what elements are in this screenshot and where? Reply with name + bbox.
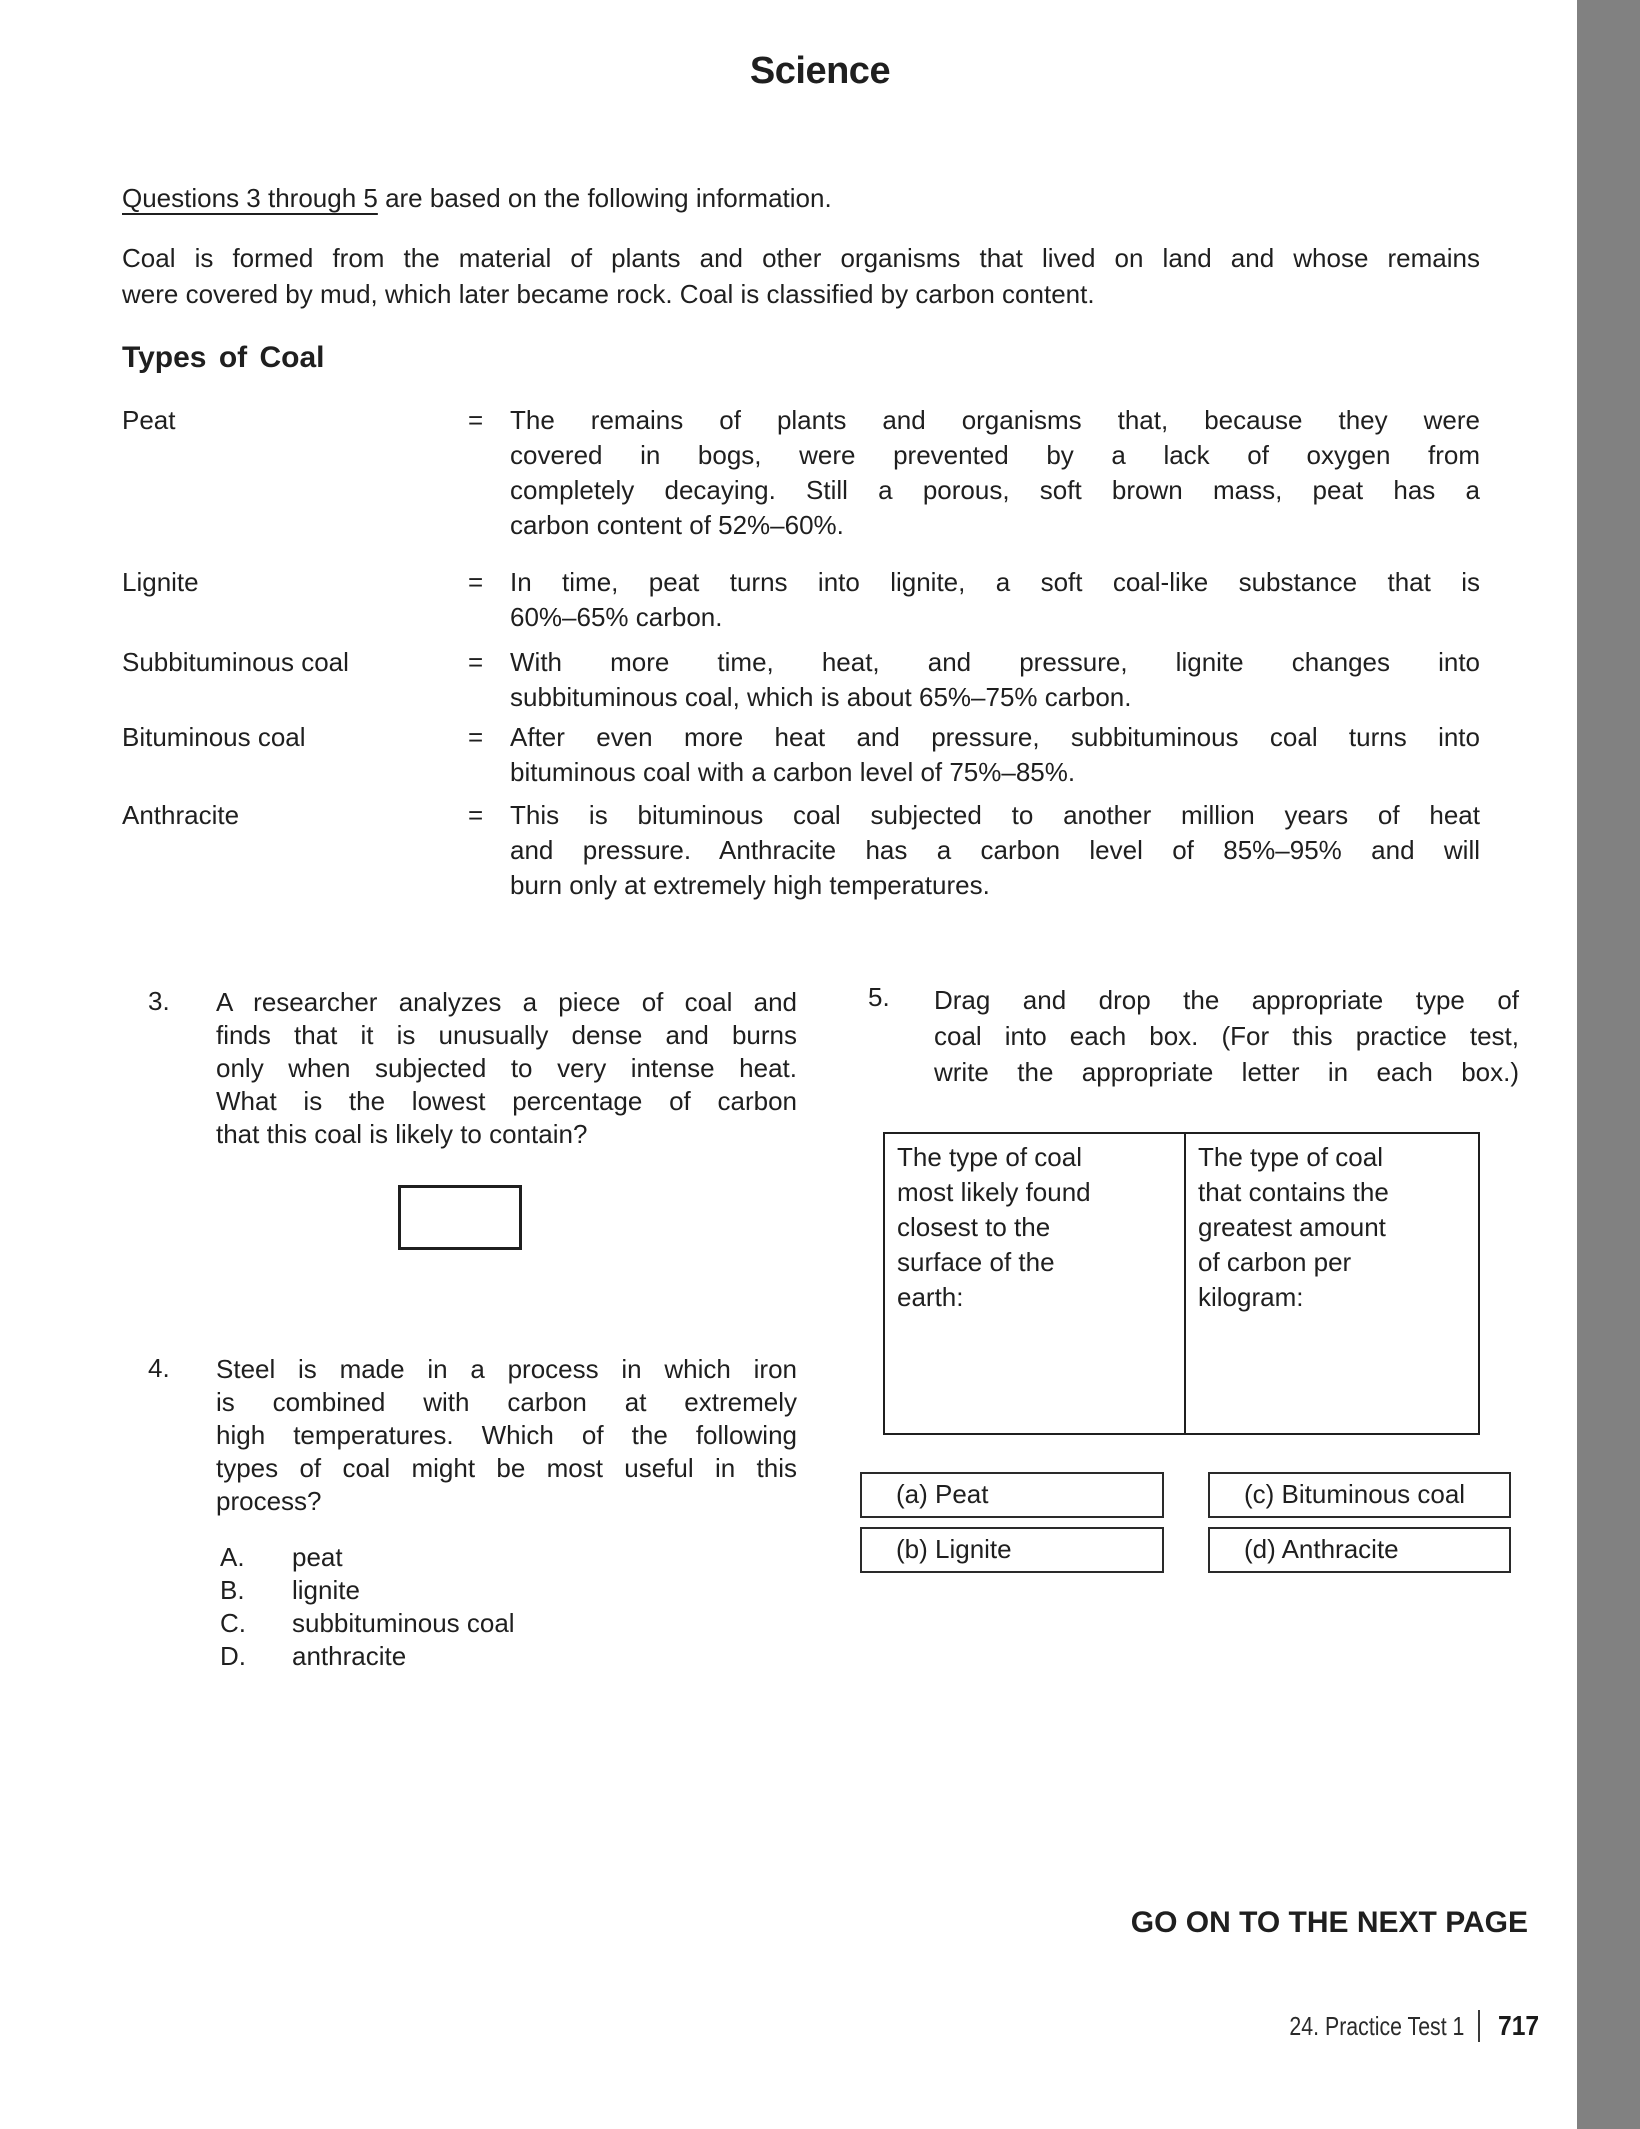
definition-term: Anthracite [122, 800, 240, 830]
definition-row-subbituminous [122, 645, 1480, 715]
question-5-text: Drag and drop the appropriate type of coal into each box. (For this practice test, write the appropriate letter in each box.) [934, 985, 1519, 1087]
option-text: peat [292, 1542, 343, 1572]
option-text: subbituminous coal [292, 1608, 515, 1638]
definition-row-anthracite [122, 798, 1480, 903]
question-3-answer-box[interactable] [398, 1185, 522, 1250]
definition-row-peat [122, 403, 1480, 543]
option-a[interactable] [220, 1541, 515, 1574]
types-of-coal-heading: Types of Coal [122, 341, 325, 374]
option-c[interactable] [220, 1607, 515, 1640]
option-d[interactable] [220, 1640, 515, 1673]
footer-chapter-label: 24. Practice Test 1 [1289, 2010, 1465, 2041]
definition-term: Bituminous coal [122, 722, 306, 752]
definition-text: After even more heat and pressure, subbituminous coal turns into bituminous coal with a carbon level of 75%–85%. [510, 722, 1480, 787]
choice-chip-bituminous[interactable]: (c) Bituminous coal [1208, 1472, 1511, 1518]
option-letter: A. [220, 1542, 245, 1572]
page-edge-bar [1577, 0, 1640, 2129]
questions-intro-rest: are based on the following information. [377, 183, 832, 213]
questions-intro [122, 183, 832, 214]
choice-chip-lignite[interactable]: (b) Lignite [860, 1527, 1164, 1573]
question-5-number: 5. [868, 982, 890, 1012]
definition-term: Lignite [122, 567, 199, 597]
definition-text: With more time, heat, and pressure, lignite changes into subbituminous coal, which is about 65%–75% carbon. [510, 647, 1480, 712]
question-3-text: A researcher analyzes a piece of coal and finds that it is unusually dense and burns only when subjected to very intense heat. What is the lowest percentage of carbon that this coal is likely to contain? [216, 987, 797, 1149]
equals-sign: = [468, 800, 484, 830]
choice-chip-peat[interactable]: (a) Peat [860, 1472, 1164, 1518]
definition-text: The remains of plants and organisms that, because they were covered in bogs, were prevented by a lack of oxygen from completely decaying. Still a porous, soft brown mass, peat has a carbon content of 52%–60%. [510, 405, 1480, 540]
option-text: lignite [292, 1575, 360, 1605]
definition-row-bituminous [122, 720, 1480, 790]
definition-term: Subbituminous coal [122, 647, 349, 677]
definition-text: This is bituminous coal subjected to another million years of heat and pressure. Anthracite has a carbon level of 85%–95% and will burn only at extremely high temperatures. [510, 800, 1480, 900]
option-text: anthracite [292, 1641, 407, 1671]
definition-text: In time, peat turns into lignite, a soft coal-like substance that is 60%–65% carbon. [510, 567, 1480, 632]
page-footer [1251, 2010, 1545, 2042]
questions-range: Questions 3 through 5 [122, 183, 378, 213]
footer-page-number: 717 [1498, 2010, 1540, 2041]
equals-sign: = [468, 567, 484, 597]
equals-sign: = [468, 722, 484, 752]
equals-sign: = [468, 405, 484, 435]
passage-paragraph: Coal is formed from the material of plants and other organisms that lived on land and whose remains were covered by mud, which later became rock. Coal is classified by carbon content. [122, 243, 1480, 309]
definition-term: Peat [122, 405, 176, 435]
drop-box-closest-to-surface[interactable]: The type of coal most likely found closest to the surface of the earth: [885, 1134, 1186, 1433]
question-4-number: 4. [148, 1353, 170, 1383]
choice-chip-anthracite[interactable]: (d) Anthracite [1208, 1527, 1511, 1573]
section-title: Science [749, 50, 891, 92]
go-on-next-page-label: GO ON TO THE NEXT PAGE [1130, 1906, 1528, 1939]
option-letter: C. [220, 1608, 246, 1638]
option-b[interactable] [220, 1574, 515, 1607]
drag-drop-table [883, 1132, 1480, 1435]
question-4-text: Steel is made in a process in which iron is combined with carbon at extremely high temperatures. Which of the following types of coal might be most useful in this process? [216, 1354, 797, 1516]
equals-sign: = [468, 647, 484, 677]
drop-box-greatest-carbon[interactable]: The type of coal that contains the greatest amount of carbon per kilogram: [1186, 1134, 1478, 1433]
definition-row-lignite [122, 565, 1480, 635]
question-3-number: 3. [148, 986, 170, 1016]
option-letter: D. [220, 1641, 246, 1671]
question-4-options [220, 1541, 515, 1673]
option-letter: B. [220, 1575, 245, 1605]
footer-divider [1478, 2010, 1480, 2042]
